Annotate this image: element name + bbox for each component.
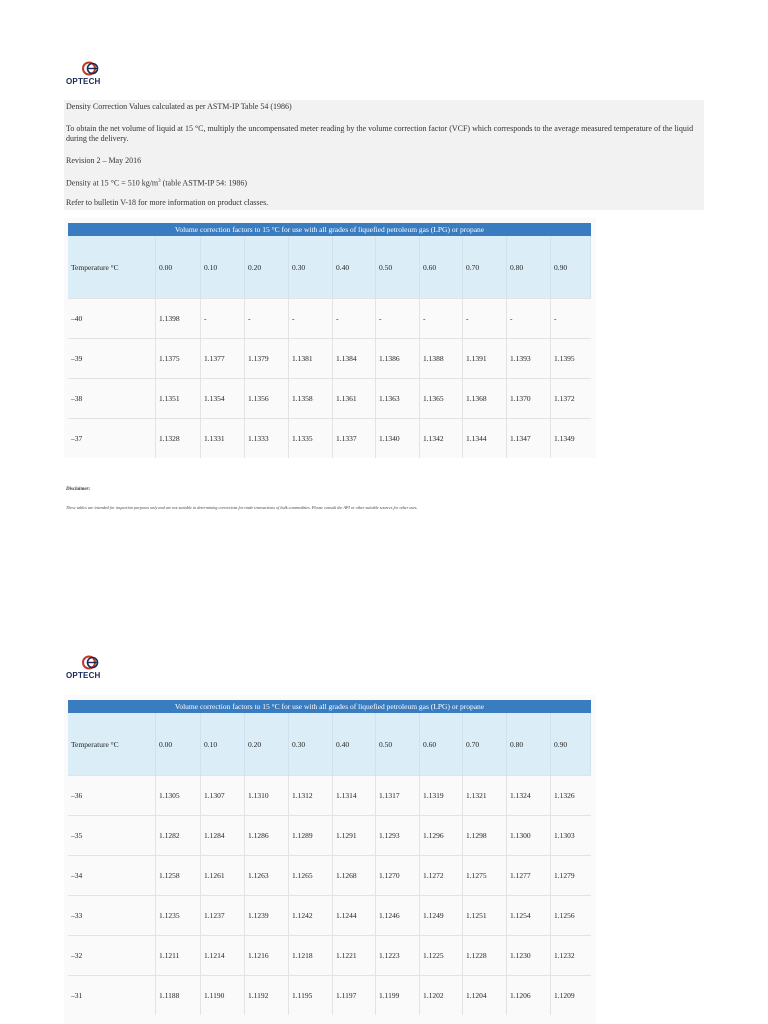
table-row <box>68 895 591 935</box>
header-fraction: 0.80 <box>507 236 551 298</box>
optech-emblem-icon <box>82 60 100 77</box>
header-fraction: 0.50 <box>376 236 420 298</box>
vcf-value: 1.1261 <box>201 856 245 895</box>
vcf-value: 1.1256 <box>554 911 575 920</box>
header-fraction: 0.00 <box>156 236 201 298</box>
vcf-value: 1.1209 <box>554 991 575 1000</box>
vcf-value: 1.1282 <box>156 816 201 855</box>
vcf-value: 1.1307 <box>201 776 245 815</box>
table-row <box>68 775 591 815</box>
table-row <box>68 815 591 855</box>
header-fraction: 0.80 <box>507 713 551 775</box>
logo-text: OPTECH <box>66 671 101 680</box>
vcf-value: 1.1365 <box>420 379 463 418</box>
vcf-value: 1.1349 <box>554 434 575 443</box>
table-header-row <box>68 713 591 775</box>
header-fraction: 0.40 <box>333 236 376 298</box>
vcf-value: 1.1268 <box>333 856 376 895</box>
optech-logo <box>66 654 126 684</box>
intro-line-density <box>66 177 696 189</box>
row-temperature: –36 <box>68 776 156 815</box>
vcf-value: 1.1254 <box>507 896 551 935</box>
table-row <box>68 855 591 895</box>
correction-table-2 <box>64 695 596 1024</box>
header-fraction: 0.60 <box>420 236 463 298</box>
vcf-value: 1.1317 <box>376 776 420 815</box>
header-fraction: 0.30 <box>289 713 333 775</box>
vcf-value: 1.1289 <box>289 816 333 855</box>
vcf-value: 1.1363 <box>376 379 420 418</box>
vcf-value: 1.1270 <box>376 856 420 895</box>
vcf-value: 1.1354 <box>201 379 245 418</box>
vcf-value: 1.1188 <box>156 976 201 1015</box>
vcf-value: 1.1312 <box>289 776 333 815</box>
row-temperature: –37 <box>68 419 156 458</box>
optech-emblem-icon <box>82 654 100 671</box>
vcf-value: 1.1296 <box>420 816 463 855</box>
vcf-value: 1.1324 <box>507 776 551 815</box>
vcf-value: 1.1342 <box>420 419 463 458</box>
vcf-value: 1.1337 <box>333 419 376 458</box>
header-fraction: 0.70 <box>463 236 507 298</box>
row-temperature: –34 <box>68 856 156 895</box>
vcf-value: 1.1358 <box>289 379 333 418</box>
vcf-value: 1.1293 <box>376 816 420 855</box>
vcf-value: 1.1328 <box>156 419 201 458</box>
vcf-value: 1.1347 <box>507 419 551 458</box>
header-fraction: 0.00 <box>156 713 201 775</box>
header-fraction: 0.60 <box>420 713 463 775</box>
vcf-value: 1.1321 <box>463 776 507 815</box>
vcf-value: 1.1279 <box>554 871 575 880</box>
vcf-value: - <box>245 299 289 338</box>
vcf-value: 1.1344 <box>463 419 507 458</box>
header-temperature: Temperature °C <box>68 713 156 775</box>
vcf-value: - <box>420 299 463 338</box>
vcf-value: 1.1239 <box>245 896 289 935</box>
vcf-value: 1.1230 <box>507 936 551 975</box>
vcf-value: 1.1197 <box>333 976 376 1015</box>
vcf-value: 1.1300 <box>507 816 551 855</box>
vcf-value: 1.1237 <box>201 896 245 935</box>
vcf-value: 1.1190 <box>201 976 245 1015</box>
vcf-value: 1.1377 <box>201 339 245 378</box>
row-temperature: –32 <box>68 936 156 975</box>
table-row <box>68 338 591 378</box>
vcf-value: 1.1333 <box>245 419 289 458</box>
vcf-value: 1.1228 <box>463 936 507 975</box>
vcf-value: - <box>201 299 245 338</box>
vcf-value: 1.1319 <box>420 776 463 815</box>
vcf-value: 1.1395 <box>554 354 575 363</box>
table-header-row <box>68 236 591 298</box>
vcf-value: 1.1388 <box>420 339 463 378</box>
density-superscript: 3 <box>158 179 161 184</box>
vcf-value: 1.1246 <box>376 896 420 935</box>
vcf-value: 1.1223 <box>376 936 420 975</box>
vcf-value: - <box>333 299 376 338</box>
vcf-value: 1.1202 <box>420 976 463 1015</box>
header-fraction: 0.20 <box>245 713 289 775</box>
vcf-value: 1.1351 <box>156 379 201 418</box>
vcf-value: 1.1314 <box>333 776 376 815</box>
vcf-value: 1.1251 <box>463 896 507 935</box>
vcf-value: 1.1391 <box>463 339 507 378</box>
vcf-value: 1.1277 <box>507 856 551 895</box>
vcf-value: 1.1263 <box>245 856 289 895</box>
density-suffix: (table ASTM-IP 54: 1986) <box>160 178 248 188</box>
table-row <box>68 975 591 1015</box>
disclaimer-title: Disclaimer: <box>66 487 91 492</box>
vcf-value: 1.1361 <box>333 379 376 418</box>
vcf-value: 1.1368 <box>463 379 507 418</box>
row-temperature: –39 <box>68 339 156 378</box>
vcf-value: 1.1331 <box>201 419 245 458</box>
vcf-value: - <box>507 299 551 338</box>
vcf-value: 1.1305 <box>156 776 201 815</box>
logo-text: OPTECH <box>66 77 101 86</box>
vcf-value: 1.1284 <box>201 816 245 855</box>
vcf-value: 1.1370 <box>507 379 551 418</box>
table-title: Volume correction factors to 15 °C for use with all grades of liquefied petroleum gas (LPG) or propane <box>68 223 591 236</box>
table-row <box>68 418 591 458</box>
intro-line-reference: Refer to bulletin V-18 for more information on product classes. <box>66 198 269 207</box>
vcf-value: 1.1204 <box>463 976 507 1015</box>
vcf-value: - <box>554 314 557 323</box>
vcf-value: 1.1298 <box>463 816 507 855</box>
vcf-value: 1.1206 <box>507 976 551 1015</box>
table-row <box>68 935 591 975</box>
header-fraction: 0.20 <box>245 236 289 298</box>
header-temperature: Temperature °C <box>68 236 156 298</box>
row-temperature: –40 <box>68 299 156 338</box>
vcf-value: 1.1199 <box>376 976 420 1015</box>
header-fraction: 0.50 <box>376 713 420 775</box>
vcf-value: 1.1211 <box>156 936 201 975</box>
table-row <box>68 298 591 338</box>
vcf-value: 1.1356 <box>245 379 289 418</box>
row-temperature: –38 <box>68 379 156 418</box>
vcf-value: 1.1275 <box>463 856 507 895</box>
vcf-value: - <box>289 299 333 338</box>
vcf-value: 1.1244 <box>333 896 376 935</box>
vcf-value: 1.1398 <box>156 299 201 338</box>
table-row <box>68 378 591 418</box>
intro-line-instructions: To obtain the net volume of liquid at 15 °C, multiply the uncompensated meter reading by the volume correction factor (VCF) which corresponds to the average measured temperature of the liquid during the delivery. <box>66 124 694 143</box>
vcf-value: 1.1340 <box>376 419 420 458</box>
vcf-value: 1.1310 <box>245 776 289 815</box>
vcf-value: 1.1218 <box>289 936 333 975</box>
vcf-value: 1.1192 <box>245 976 289 1015</box>
vcf-value: 1.1393 <box>507 339 551 378</box>
header-fraction: 0.10 <box>201 713 245 775</box>
vcf-value: 1.1225 <box>420 936 463 975</box>
vcf-value: - <box>376 299 420 338</box>
intro-line-revision: Revision 2 – May 2016 <box>66 156 142 165</box>
vcf-value: 1.1242 <box>289 896 333 935</box>
intro-section <box>64 100 704 210</box>
vcf-value: 1.1249 <box>420 896 463 935</box>
vcf-value: 1.1384 <box>333 339 376 378</box>
vcf-value: 1.1372 <box>554 394 575 403</box>
density-text: Density at 15 °C = 510 kg/m <box>66 178 159 188</box>
vcf-value: 1.1214 <box>201 936 245 975</box>
vcf-value: 1.1235 <box>156 896 201 935</box>
intro-line-title: Density Correction Values calculated as per ASTM-IP Table 54 (1986) <box>66 102 292 111</box>
header-fraction: 0.10 <box>201 236 245 298</box>
vcf-value: 1.1272 <box>420 856 463 895</box>
vcf-value: 1.1303 <box>554 831 575 840</box>
vcf-value: 1.1379 <box>245 339 289 378</box>
table-title: Volume correction factors to 15 °C for use with all grades of liquefied petroleum gas (LPG) or propane <box>68 700 591 713</box>
vcf-value: 1.1258 <box>156 856 201 895</box>
row-temperature: –31 <box>68 976 156 1015</box>
header-fraction: 0.30 <box>289 236 333 298</box>
optech-logo <box>66 60 126 90</box>
vcf-value: 1.1265 <box>289 856 333 895</box>
vcf-value: 1.1286 <box>245 816 289 855</box>
vcf-value: 1.1326 <box>554 791 575 800</box>
vcf-value: 1.1216 <box>245 936 289 975</box>
correction-table-1 <box>64 218 596 458</box>
header-fraction: 0.70 <box>463 713 507 775</box>
vcf-value: 1.1386 <box>376 339 420 378</box>
vcf-value: 1.1195 <box>289 976 333 1015</box>
row-temperature: –33 <box>68 896 156 935</box>
vcf-value: 1.1291 <box>333 816 376 855</box>
disclaimer-text: These tables are intended for inspection purposes only and are not suitable in determining corrections for trade transactions of bulk commodities. Please consult the API or other suitable sources for other uses. <box>66 505 418 510</box>
row-temperature: –35 <box>68 816 156 855</box>
header-fraction: 0.90 <box>551 713 591 775</box>
vcf-value: 1.1375 <box>156 339 201 378</box>
vcf-value: 1.1381 <box>289 339 333 378</box>
header-fraction: 0.40 <box>333 713 376 775</box>
vcf-value: - <box>463 299 507 338</box>
vcf-value: 1.1335 <box>289 419 333 458</box>
vcf-value: 1.1232 <box>554 951 575 960</box>
header-fraction: 0.90 <box>551 236 591 298</box>
vcf-value: 1.1221 <box>333 936 376 975</box>
